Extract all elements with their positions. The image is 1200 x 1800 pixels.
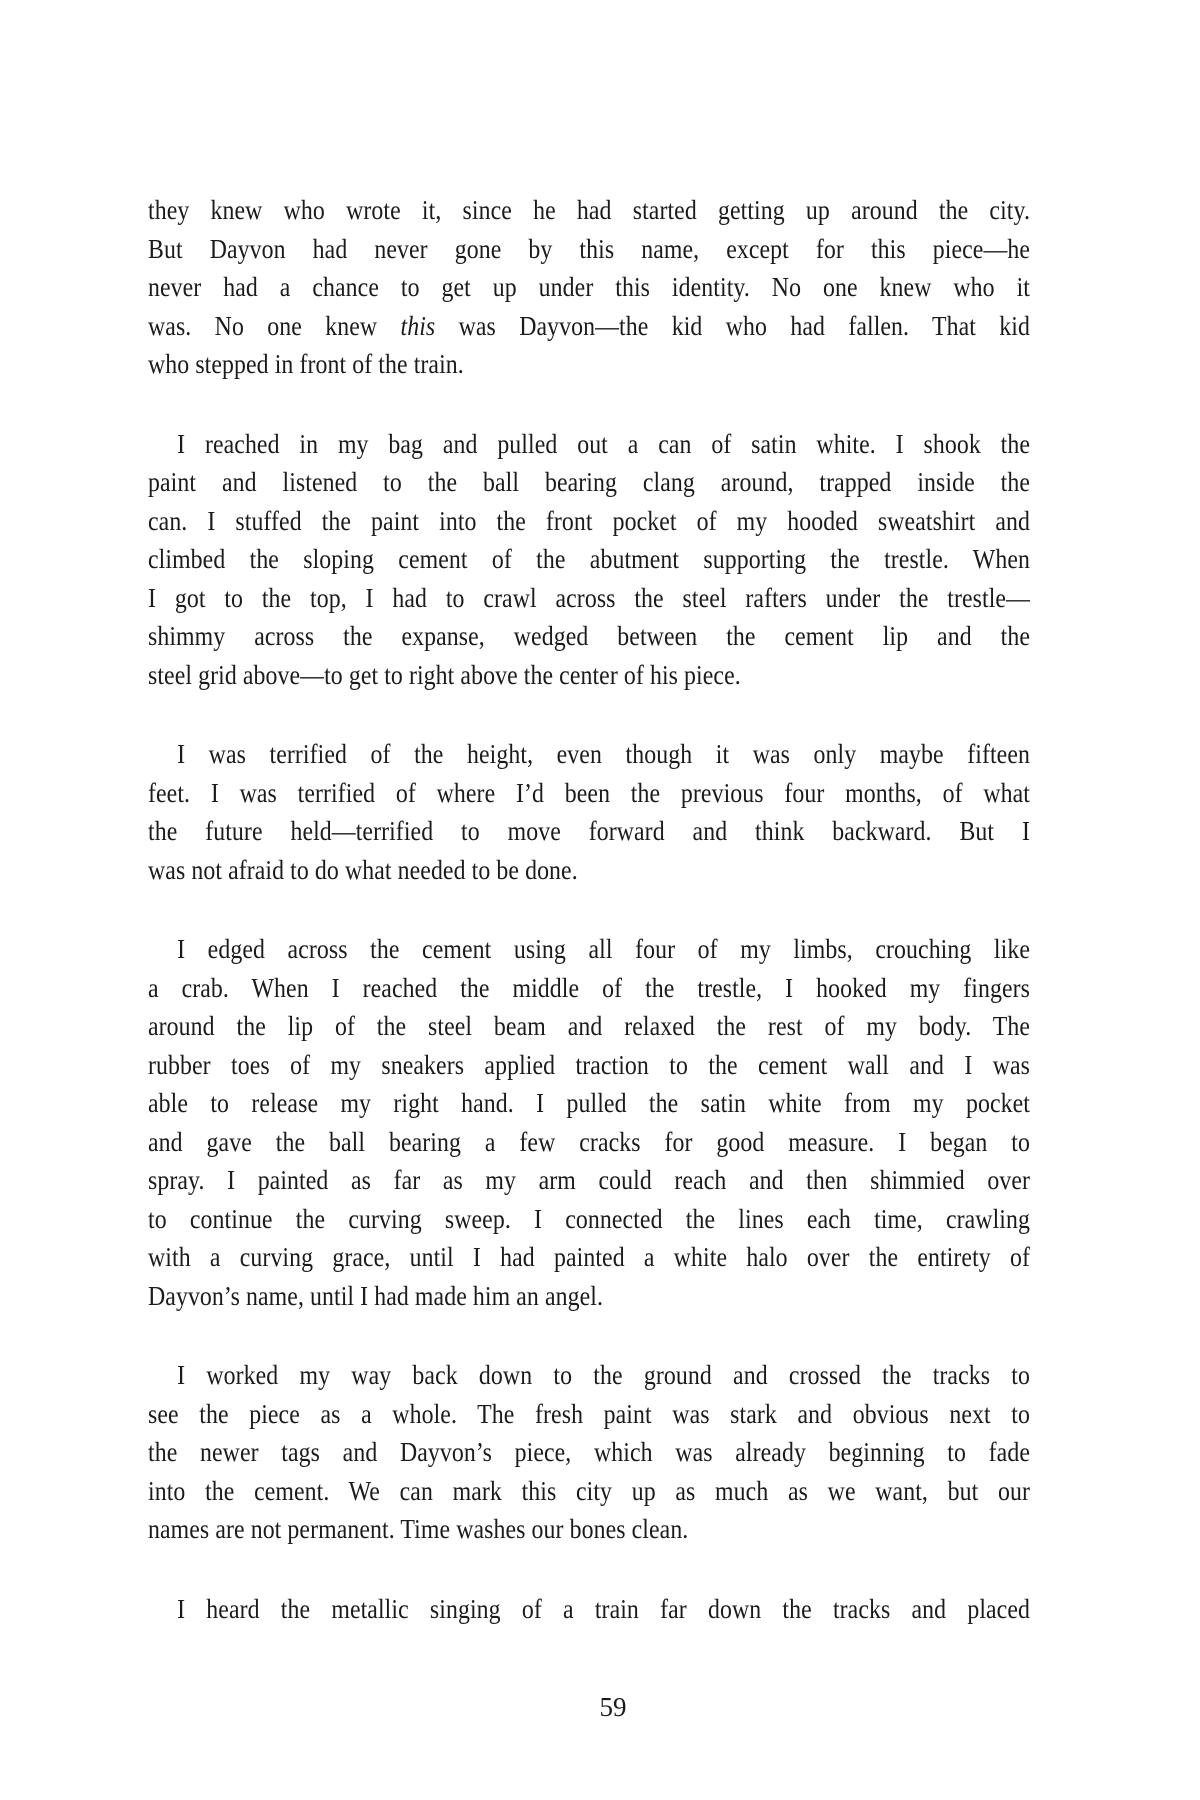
text-line xyxy=(148,191,1030,230)
text-line xyxy=(148,1433,1030,1472)
text-segment: Dayvon’s name, until I had made him an angel. xyxy=(148,1280,604,1311)
text-segment: into the cement. We can mark this city up as much as we want, but our xyxy=(148,1475,1030,1506)
text-line xyxy=(148,1590,1030,1629)
paragraph xyxy=(148,735,1030,889)
text-line xyxy=(148,656,1030,695)
text-segment: see the piece as a whole. The fresh paint was stark and obvious next to xyxy=(148,1398,1030,1429)
text-segment: able to release my right hand. I pulled the satin white from my pocket xyxy=(148,1088,1030,1118)
text-segment: shimmy across the expanse, wedged between the cement lip and the xyxy=(148,621,1030,651)
text-line xyxy=(148,617,1030,656)
text-line xyxy=(148,774,1030,813)
text-line xyxy=(148,268,1030,307)
text-segment: I got to the top, I had to crawl across the steel rafters under the trestle— xyxy=(148,582,1030,613)
paragraph xyxy=(148,930,1030,1315)
text-segment: I worked my way back down to the ground and crossed the tracks to xyxy=(177,1360,1030,1390)
text-line xyxy=(148,1007,1030,1046)
text-segment: rubber toes of my sneakers applied traction to the cement wall and I was xyxy=(148,1049,1030,1080)
paragraph xyxy=(148,1590,1030,1629)
paragraph xyxy=(148,191,1030,384)
text-segment: never had a chance to get up under this identity. No one knew who it xyxy=(148,272,1030,302)
text-segment: was Dayvon—the kid who had fallen. That kid xyxy=(435,310,1031,341)
italic-text: this xyxy=(400,310,436,341)
text-segment: the newer tags and Dayvon’s piece, which was already beginning to fade xyxy=(148,1437,1030,1467)
text-segment: I was terrified of the height, even though it was only maybe fifteen xyxy=(177,739,1030,769)
text-line xyxy=(148,502,1030,541)
text-line xyxy=(148,735,1030,774)
text-line xyxy=(148,345,1030,384)
text-segment: paint and listened to the ball bearing clang around, trapped inside the xyxy=(148,467,1030,497)
text-segment: I reached in my bag and pulled out a can of satin white. I shook the xyxy=(177,428,1030,459)
text-line xyxy=(148,1238,1030,1277)
text-segment: they knew who wrote it, since he had started getting up around the city. xyxy=(148,195,1030,225)
text-segment: names are not permanent. Time washes our bones clean. xyxy=(148,1514,689,1544)
text-line xyxy=(148,851,1030,890)
text-line xyxy=(148,1472,1030,1511)
text-line xyxy=(148,930,1030,969)
text-segment: feet. I was terrified of where I’d been the previous four months, of what xyxy=(148,777,1030,808)
text-line xyxy=(148,812,1030,851)
text-segment: I edged across the cement using all four of my limbs, crouching like xyxy=(177,934,1030,964)
text-segment: who stepped in front of the train. xyxy=(148,349,464,379)
text-line xyxy=(148,1161,1030,1200)
text-segment: But Dayvon had never gone by this name, except for this piece—he xyxy=(148,233,1030,264)
text-line xyxy=(148,1084,1030,1123)
text-segment: was. No one knew xyxy=(148,310,401,341)
text-line xyxy=(148,579,1030,618)
text-segment: the future held—terrified to move forward and think backward. But I xyxy=(148,816,1030,846)
text-segment: can. I stuffed the paint into the front pocket of my hooded sweatshirt and xyxy=(148,505,1030,536)
text-segment: spray. I painted as far as my arm could reach and then shimmied over xyxy=(148,1165,1030,1195)
text-line xyxy=(148,230,1030,269)
text-line xyxy=(148,1200,1030,1239)
page-number: 59 xyxy=(599,1692,627,1722)
text-segment: climbed the sloping cement of the abutment supporting the trestle. When xyxy=(148,544,1030,574)
paragraph xyxy=(148,1356,1030,1549)
text-line xyxy=(148,463,1030,502)
text-segment: and gave the ball bearing a few cracks for good measure. I began to xyxy=(148,1126,1030,1157)
text-segment: around the lip of the steel beam and relaxed the rest of my body. The xyxy=(148,1011,1030,1041)
paragraph xyxy=(148,425,1030,695)
text-segment: I heard the metallic singing of a train far down the tracks and placed xyxy=(177,1593,1030,1624)
text-line xyxy=(148,540,1030,579)
text-segment: a crab. When I reached the middle of the trestle, I hooked my fingers xyxy=(148,972,1030,1003)
text-segment: to continue the curving sweep. I connected the lines each time, crawling xyxy=(148,1203,1030,1234)
text-segment: with a curving grace, until I had painted a white halo over the entirety of xyxy=(148,1242,1030,1272)
text-line xyxy=(148,1510,1030,1549)
text-line xyxy=(148,1046,1030,1085)
text-line xyxy=(148,1395,1030,1434)
text-segment: steel grid above—to get to right above the center of his piece. xyxy=(148,659,741,690)
text-segment: was not afraid to do what needed to be done. xyxy=(148,854,578,885)
text-line xyxy=(148,1123,1030,1162)
text-line xyxy=(148,1277,1030,1316)
text-line xyxy=(148,969,1030,1008)
text-line xyxy=(148,307,1030,346)
text-line xyxy=(148,425,1030,464)
text-line xyxy=(148,1356,1030,1395)
page-text xyxy=(148,191,1030,1628)
